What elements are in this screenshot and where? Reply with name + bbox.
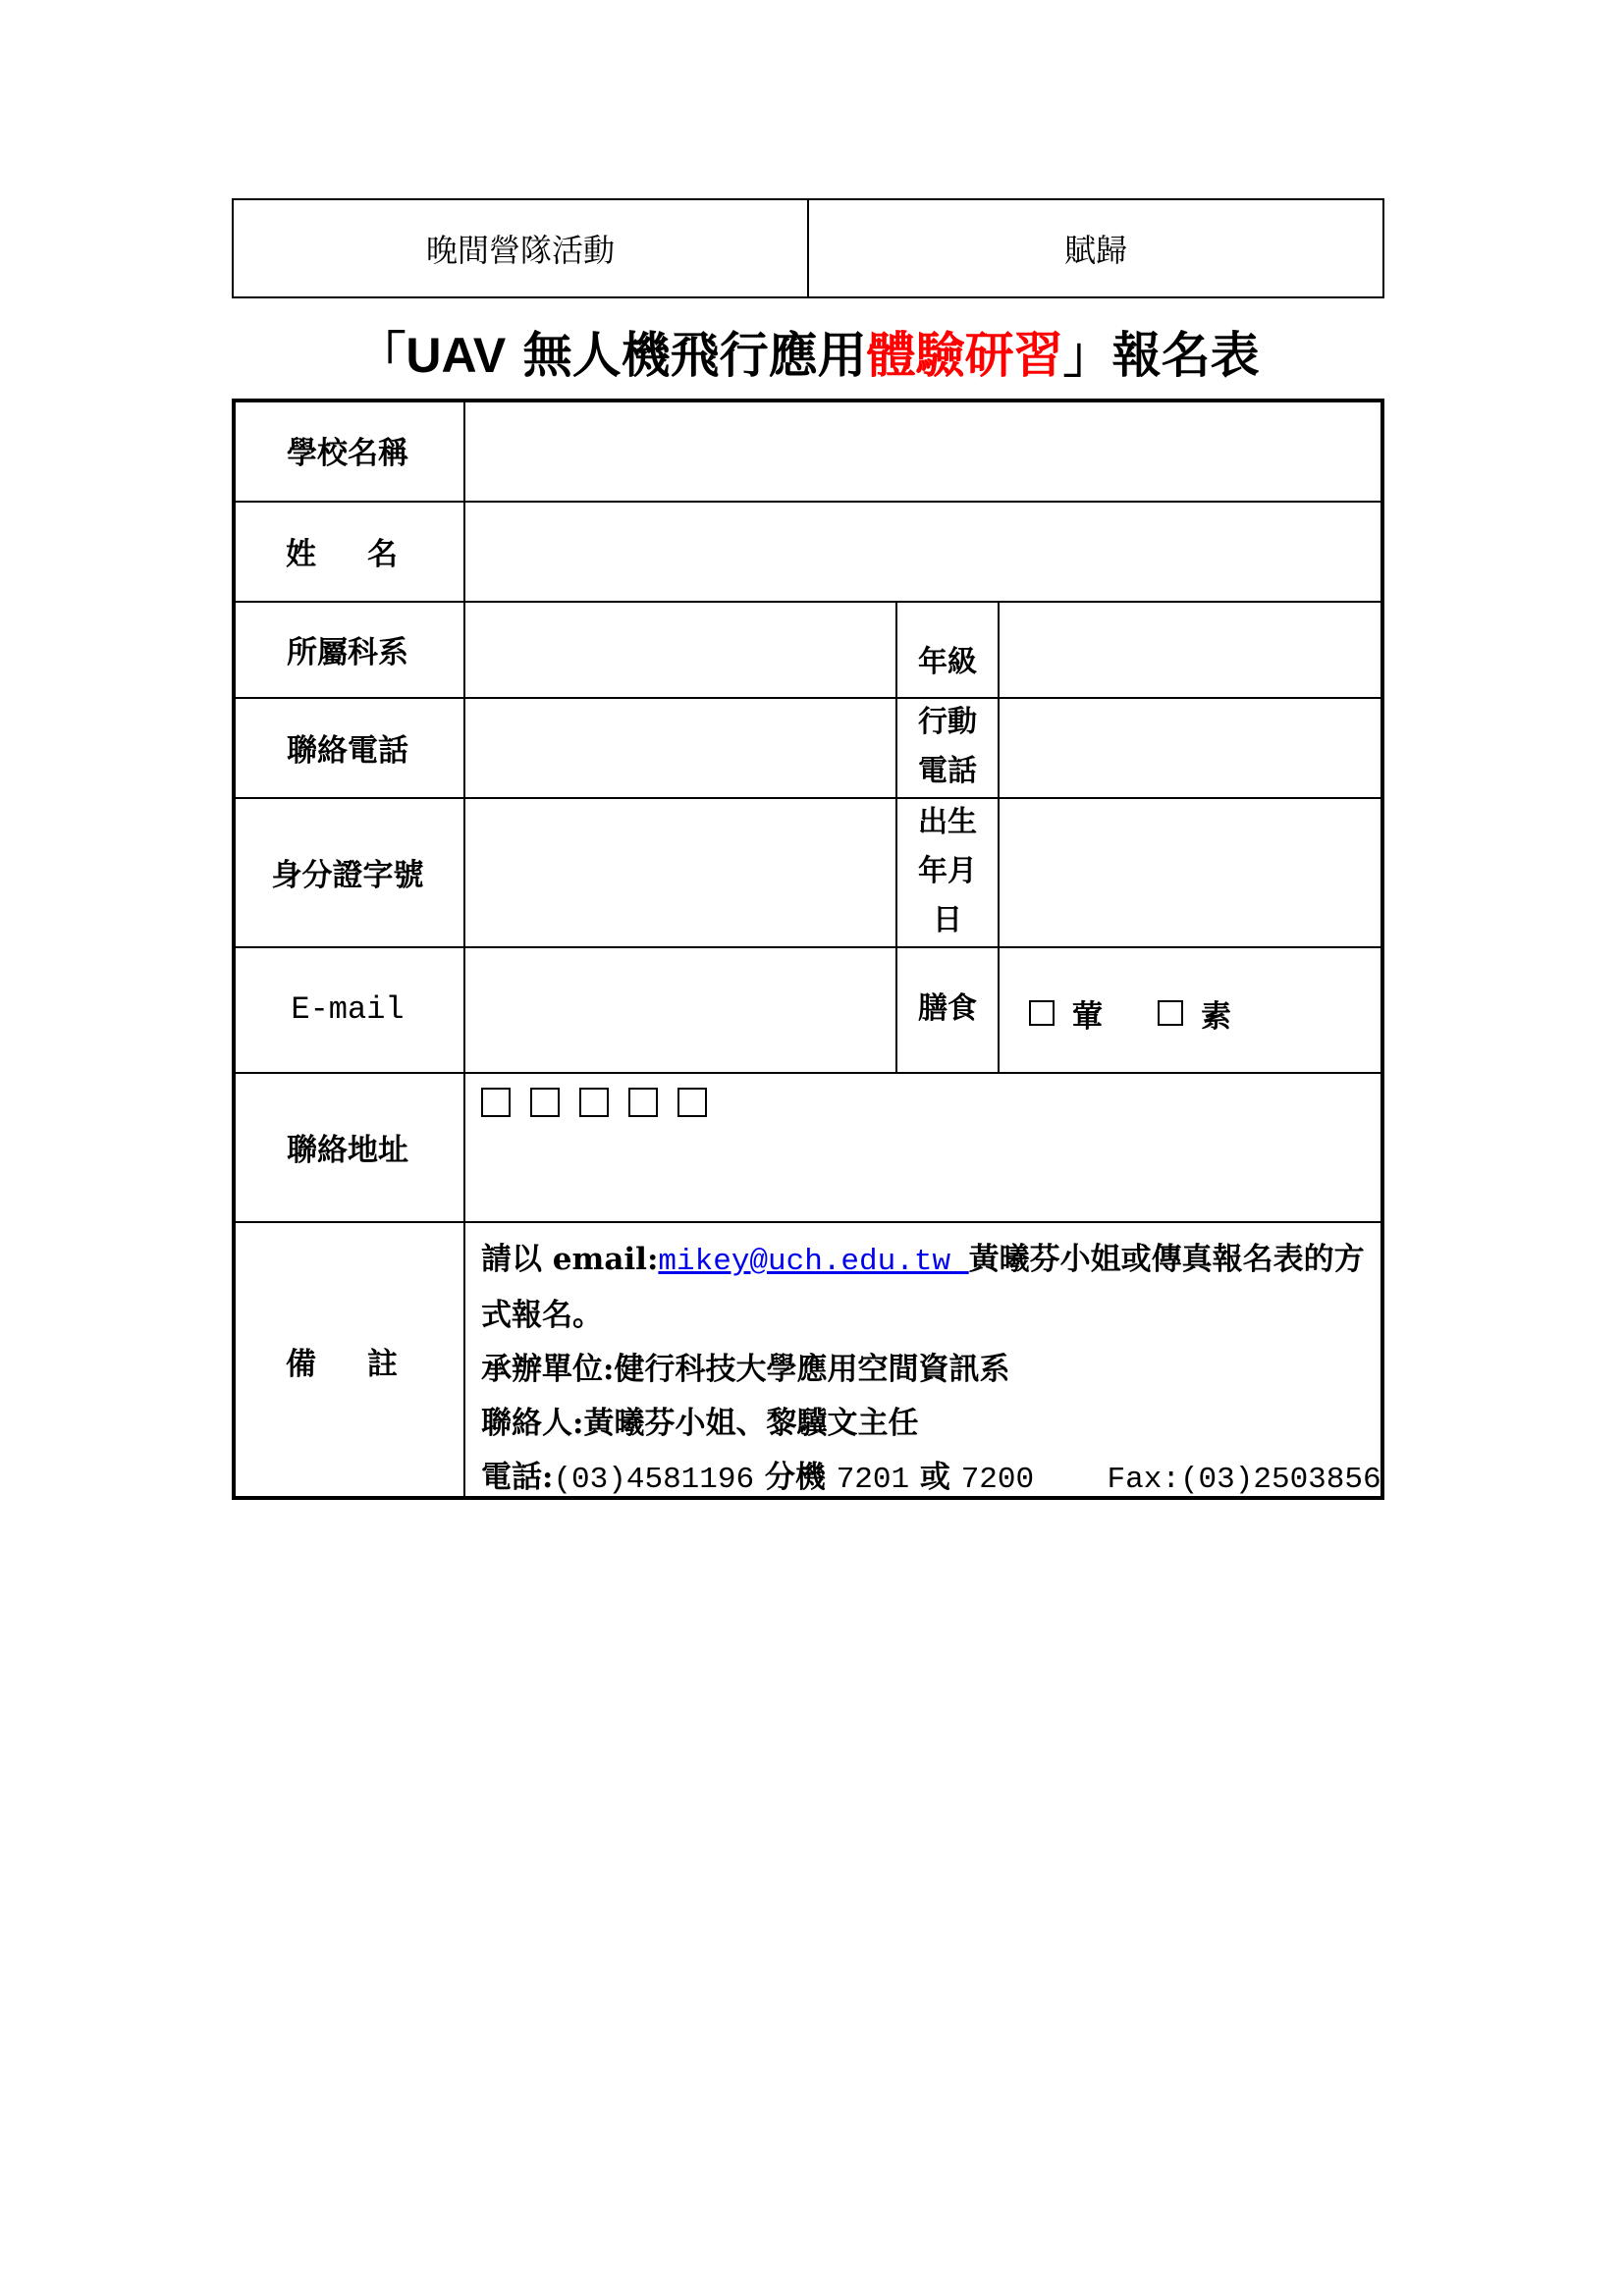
notes-line1-suffix: 黃曦芬小姐或傳真報名表的方 — [968, 1242, 1365, 1277]
label-dept: 所屬科系 — [287, 634, 408, 670]
label-mobile-line2: 電話 — [918, 754, 977, 788]
notes-phone-label: 電話: — [481, 1460, 554, 1495]
notes-email-prefix: 請以 email: — [481, 1242, 659, 1277]
schedule-activity: 晚間營隊活動 — [425, 232, 615, 269]
label-birth-line1: 出生 — [918, 805, 977, 839]
postal-digit-box[interactable] — [677, 1088, 707, 1117]
label-mobile — [897, 697, 998, 797]
postal-digit-box[interactable] — [530, 1088, 560, 1117]
veg-label: 素 — [1201, 998, 1231, 1035]
dept-field[interactable] — [465, 603, 895, 697]
label-meal: 膳食 — [918, 991, 977, 1026]
meat-checkbox[interactable] — [1029, 1000, 1055, 1026]
title-uav: UAV — [406, 328, 507, 383]
notes-contact-person: 聯絡人:黃曦芬小姐、黎驥文主任 — [481, 1406, 919, 1441]
schedule-return: 賦歸 — [807, 200, 1382, 296]
mobile-field[interactable] — [1000, 699, 1380, 797]
label-address: 聯絡地址 — [287, 1132, 408, 1168]
meal-options — [1029, 993, 1231, 1033]
title-part1: 無人機飛行應用 — [506, 326, 867, 384]
id-number-field[interactable] — [465, 799, 895, 946]
form-title — [232, 316, 1384, 387]
label-phone: 聯絡電話 — [287, 732, 408, 769]
registration-form — [232, 399, 1384, 1500]
label-id-number: 身分證字號 — [271, 857, 424, 893]
label-mobile-line1: 行動 — [918, 705, 977, 739]
notes-ext-label: 分機 — [754, 1460, 837, 1495]
contact-email-link[interactable]: mikey@uch.edu.tw — [658, 1245, 969, 1279]
label-birth-line3: 日 — [933, 903, 962, 937]
notes-organizer: 承辦單位:健行科技大學應用空間資訊系 — [481, 1352, 1010, 1387]
label-name: 姓名 — [286, 536, 449, 572]
notes-or: 或 — [909, 1460, 961, 1495]
title-suffix: 」報名表 — [1062, 326, 1260, 384]
postal-digit-box[interactable] — [628, 1088, 658, 1117]
label-birth-line2: 年月 — [918, 854, 977, 888]
title-prefix: 「 — [356, 326, 406, 384]
schedule-table — [232, 198, 1384, 298]
veg-checkbox[interactable] — [1158, 1000, 1183, 1026]
notes-phone-number: (03)4581196 — [553, 1463, 755, 1497]
postal-code-boxes — [481, 1088, 727, 1117]
notes-line2: 式報名。 — [481, 1298, 603, 1333]
grade-field[interactable] — [1000, 603, 1380, 697]
postal-digit-box[interactable] — [481, 1088, 511, 1117]
address-field[interactable] — [465, 1125, 1380, 1219]
birth-field[interactable] — [1000, 799, 1380, 946]
notes-ext1: 7201 — [836, 1463, 910, 1497]
phone-field[interactable] — [465, 699, 895, 797]
name-field[interactable] — [465, 503, 1380, 601]
meal-option-meat[interactable] — [1029, 991, 1103, 1036]
label-school: 學校名稱 — [287, 435, 408, 471]
label-remarks: 備註 — [286, 1346, 449, 1382]
notes-fax: Fax:(03)2503856 — [1034, 1463, 1381, 1497]
remarks-notes — [481, 1233, 1381, 1507]
postal-digit-box[interactable] — [579, 1088, 609, 1117]
label-grade: 年級 — [918, 645, 977, 679]
notes-phone-fax — [481, 1451, 1381, 1507]
notes-line1 — [481, 1233, 1365, 1289]
title-highlight: 體驗研習 — [866, 326, 1063, 384]
label-birth — [897, 797, 998, 946]
email-field[interactable] — [465, 948, 895, 1072]
meal-option-veg[interactable] — [1158, 991, 1231, 1036]
meat-label: 葷 — [1072, 998, 1103, 1035]
school-field[interactable] — [465, 402, 1380, 501]
label-email: E-mail — [291, 990, 405, 1028]
notes-ext2: 7200 — [960, 1463, 1035, 1497]
